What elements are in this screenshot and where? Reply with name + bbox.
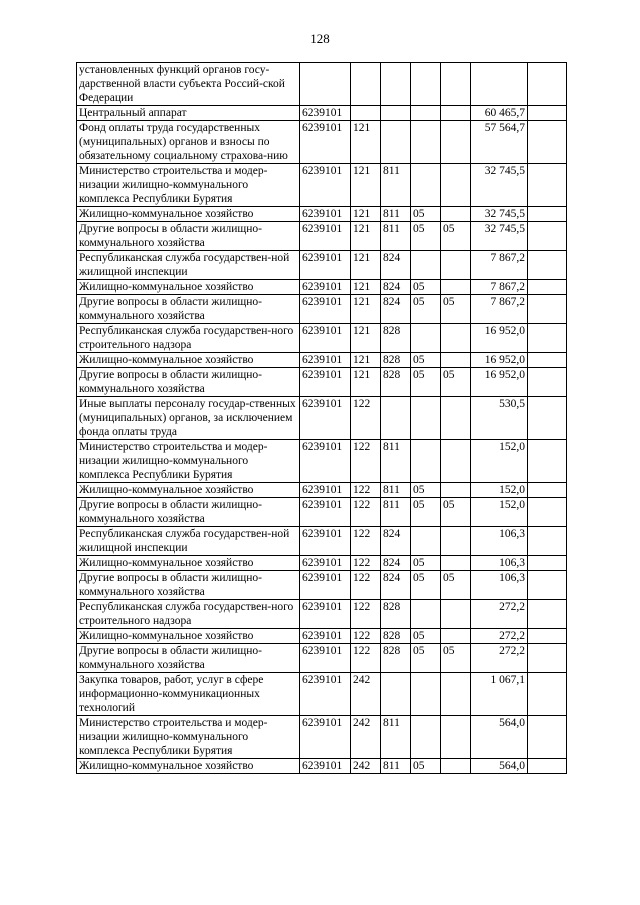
department-cell: 828	[381, 629, 411, 644]
amount-cell: 7 867,2	[471, 251, 528, 280]
table-row	[77, 629, 567, 644]
amount-cell: 272,2	[471, 644, 528, 673]
expense-type-cell	[351, 106, 381, 121]
table-body	[77, 63, 567, 774]
expense-type-cell: 122	[351, 483, 381, 498]
item-name-cell: Иные выплаты персоналу государ-ственных (муниципальных) органов, за исключением фонда оплаты труда	[77, 397, 300, 440]
subsection-cell	[441, 600, 471, 629]
department-cell: 824	[381, 251, 411, 280]
expense-type-cell: 122	[351, 498, 381, 527]
department-cell: 824	[381, 571, 411, 600]
subsection-cell	[441, 440, 471, 483]
empty-cell	[528, 251, 567, 280]
expense-type-cell: 122	[351, 571, 381, 600]
table-row	[77, 63, 567, 106]
expense-type-cell: 121	[351, 222, 381, 251]
table-row	[77, 251, 567, 280]
section-cell	[411, 251, 441, 280]
department-cell	[381, 63, 411, 106]
department-cell: 811	[381, 222, 411, 251]
department-cell: 824	[381, 295, 411, 324]
empty-cell	[528, 368, 567, 397]
expense-type-cell: 121	[351, 121, 381, 164]
section-cell	[411, 63, 441, 106]
empty-cell	[528, 571, 567, 600]
department-cell	[381, 121, 411, 164]
target-article-cell: 6239101	[300, 121, 351, 164]
empty-cell	[528, 106, 567, 121]
expense-type-cell: 121	[351, 368, 381, 397]
section-cell	[411, 440, 441, 483]
target-article-cell: 6239101	[300, 251, 351, 280]
subsection-cell	[441, 251, 471, 280]
target-article-cell: 6239101	[300, 498, 351, 527]
target-article-cell: 6239101	[300, 106, 351, 121]
subsection-cell	[441, 556, 471, 571]
target-article-cell: 6239101	[300, 440, 351, 483]
subsection-cell	[441, 483, 471, 498]
department-cell: 811	[381, 440, 411, 483]
empty-cell	[528, 759, 567, 774]
target-article-cell: 6239101	[300, 368, 351, 397]
empty-cell	[528, 498, 567, 527]
expense-type-cell: 121	[351, 207, 381, 222]
empty-cell	[528, 121, 567, 164]
subsection-cell	[441, 353, 471, 368]
expense-type-cell: 122	[351, 397, 381, 440]
expense-type-cell: 122	[351, 527, 381, 556]
expense-type-cell: 122	[351, 600, 381, 629]
table-row	[77, 673, 567, 716]
department-cell: 828	[381, 324, 411, 353]
section-cell	[411, 716, 441, 759]
target-article-cell: 6239101	[300, 644, 351, 673]
target-article-cell: 6239101	[300, 629, 351, 644]
item-name-cell: Министерство строительства и модер-низации жилищно-коммунального комплекса Республики Бурятия	[77, 440, 300, 483]
table-row	[77, 644, 567, 673]
section-cell: 05	[411, 222, 441, 251]
subsection-cell	[441, 207, 471, 222]
table-row	[77, 716, 567, 759]
department-cell: 828	[381, 368, 411, 397]
target-article-cell: 6239101	[300, 280, 351, 295]
table-row	[77, 164, 567, 207]
table-row	[77, 106, 567, 121]
section-cell	[411, 106, 441, 121]
empty-cell	[528, 600, 567, 629]
amount-cell: 152,0	[471, 498, 528, 527]
target-article-cell: 6239101	[300, 164, 351, 207]
section-cell: 05	[411, 571, 441, 600]
item-name-cell: Другие вопросы в области жилищно-коммунального хозяйства	[77, 295, 300, 324]
empty-cell	[528, 440, 567, 483]
expense-type-cell: 242	[351, 673, 381, 716]
empty-cell	[528, 629, 567, 644]
expense-type-cell: 122	[351, 440, 381, 483]
amount-cell	[471, 63, 528, 106]
target-article-cell: 6239101	[300, 397, 351, 440]
target-article-cell: 6239101	[300, 556, 351, 571]
item-name-cell: Другие вопросы в области жилищно-коммунального хозяйства	[77, 498, 300, 527]
table-row	[77, 556, 567, 571]
expense-type-cell	[351, 63, 381, 106]
amount-cell: 32 745,5	[471, 222, 528, 251]
empty-cell	[528, 280, 567, 295]
item-name-cell: Жилищно-коммунальное хозяйство	[77, 280, 300, 295]
expense-type-cell: 121	[351, 164, 381, 207]
amount-cell: 564,0	[471, 716, 528, 759]
amount-cell: 106,3	[471, 556, 528, 571]
department-cell: 824	[381, 527, 411, 556]
amount-cell: 152,0	[471, 483, 528, 498]
table-row	[77, 280, 567, 295]
item-name-cell: Министерство строительства и модер-низации жилищно-коммунального комплекса Республики Бурятия	[77, 716, 300, 759]
department-cell: 828	[381, 353, 411, 368]
amount-cell: 530,5	[471, 397, 528, 440]
department-cell: 811	[381, 498, 411, 527]
department-cell: 811	[381, 164, 411, 207]
subsection-cell	[441, 673, 471, 716]
subsection-cell: 05	[441, 222, 471, 251]
amount-cell: 16 952,0	[471, 353, 528, 368]
expense-type-cell: 122	[351, 556, 381, 571]
item-name-cell: Жилищно-коммунальное хозяйство	[77, 207, 300, 222]
section-cell: 05	[411, 759, 441, 774]
subsection-cell	[441, 106, 471, 121]
empty-cell	[528, 644, 567, 673]
subsection-cell	[441, 63, 471, 106]
table-row	[77, 368, 567, 397]
expense-type-cell: 121	[351, 324, 381, 353]
item-name-cell: Министерство строительства и модер-низации жилищно-коммунального комплекса Республики Бурятия	[77, 164, 300, 207]
section-cell	[411, 324, 441, 353]
section-cell: 05	[411, 644, 441, 673]
table-row	[77, 121, 567, 164]
item-name-cell: установленных функций органов госу-дарственной власти субъекта Россий-ской Федерации	[77, 63, 300, 106]
amount-cell: 272,2	[471, 629, 528, 644]
table-row	[77, 207, 567, 222]
item-name-cell: Жилищно-коммунальное хозяйство	[77, 759, 300, 774]
target-article-cell: 6239101	[300, 716, 351, 759]
table-row	[77, 440, 567, 483]
expense-type-cell: 121	[351, 295, 381, 324]
table-row	[77, 324, 567, 353]
table-row	[77, 600, 567, 629]
table-row	[77, 571, 567, 600]
section-cell	[411, 397, 441, 440]
empty-cell	[528, 527, 567, 556]
subsection-cell	[441, 397, 471, 440]
empty-cell	[528, 164, 567, 207]
amount-cell: 16 952,0	[471, 368, 528, 397]
department-cell: 811	[381, 207, 411, 222]
amount-cell: 16 952,0	[471, 324, 528, 353]
subsection-cell: 05	[441, 571, 471, 600]
amount-cell: 60 465,7	[471, 106, 528, 121]
item-name-cell: Другие вопросы в области жилищно-коммунального хозяйства	[77, 644, 300, 673]
table-row	[77, 397, 567, 440]
empty-cell	[528, 673, 567, 716]
item-name-cell: Центральный аппарат	[77, 106, 300, 121]
item-name-cell: Жилищно-коммунальное хозяйство	[77, 353, 300, 368]
expense-type-cell: 122	[351, 644, 381, 673]
section-cell	[411, 527, 441, 556]
department-cell	[381, 673, 411, 716]
section-cell: 05	[411, 353, 441, 368]
amount-cell: 7 867,2	[471, 280, 528, 295]
subsection-cell	[441, 121, 471, 164]
table-row	[77, 498, 567, 527]
item-name-cell: Жилищно-коммунальное хозяйство	[77, 629, 300, 644]
department-cell: 824	[381, 556, 411, 571]
empty-cell	[528, 483, 567, 498]
section-cell	[411, 600, 441, 629]
empty-cell	[528, 353, 567, 368]
expense-type-cell: 121	[351, 251, 381, 280]
table-row	[77, 527, 567, 556]
item-name-cell: Фонд оплаты труда государственных (муниципальных) органов и взносы по обязательному социальному страхова-нию	[77, 121, 300, 164]
section-cell: 05	[411, 498, 441, 527]
subsection-cell	[441, 759, 471, 774]
expense-type-cell: 242	[351, 759, 381, 774]
subsection-cell: 05	[441, 498, 471, 527]
target-article-cell	[300, 63, 351, 106]
target-article-cell: 6239101	[300, 207, 351, 222]
department-cell	[381, 106, 411, 121]
table-row	[77, 295, 567, 324]
target-article-cell: 6239101	[300, 483, 351, 498]
table-row	[77, 222, 567, 251]
section-cell	[411, 121, 441, 164]
table-row	[77, 483, 567, 498]
target-article-cell: 6239101	[300, 571, 351, 600]
department-cell: 811	[381, 483, 411, 498]
item-name-cell: Республиканская служба государствен-ного строительного надзора	[77, 600, 300, 629]
target-article-cell: 6239101	[300, 222, 351, 251]
item-name-cell: Республиканская служба государствен-ного строительного надзора	[77, 324, 300, 353]
section-cell: 05	[411, 629, 441, 644]
subsection-cell	[441, 280, 471, 295]
target-article-cell: 6239101	[300, 324, 351, 353]
amount-cell: 7 867,2	[471, 295, 528, 324]
subsection-cell	[441, 324, 471, 353]
item-name-cell: Жилищно-коммунальное хозяйство	[77, 483, 300, 498]
section-cell	[411, 673, 441, 716]
item-name-cell: Другие вопросы в области жилищно-коммунального хозяйства	[77, 571, 300, 600]
expense-type-cell: 121	[351, 353, 381, 368]
subsection-cell: 05	[441, 644, 471, 673]
target-article-cell: 6239101	[300, 527, 351, 556]
item-name-cell: Республиканская служба государствен-ной жилищной инспекции	[77, 527, 300, 556]
subsection-cell: 05	[441, 295, 471, 324]
empty-cell	[528, 716, 567, 759]
empty-cell	[528, 207, 567, 222]
item-name-cell: Другие вопросы в области жилищно-коммунального хозяйства	[77, 222, 300, 251]
section-cell: 05	[411, 483, 441, 498]
department-cell: 811	[381, 759, 411, 774]
empty-cell	[528, 397, 567, 440]
subsection-cell	[441, 629, 471, 644]
subsection-cell	[441, 716, 471, 759]
expense-type-cell: 242	[351, 716, 381, 759]
page-number: 128	[310, 31, 330, 46]
expense-type-cell: 121	[351, 280, 381, 295]
item-name-cell: Жилищно-коммунальное хозяйство	[77, 556, 300, 571]
table-row	[77, 759, 567, 774]
amount-cell: 564,0	[471, 759, 528, 774]
amount-cell: 57 564,7	[471, 121, 528, 164]
target-article-cell: 6239101	[300, 759, 351, 774]
section-cell: 05	[411, 295, 441, 324]
target-article-cell: 6239101	[300, 600, 351, 629]
department-cell: 811	[381, 716, 411, 759]
department-cell	[381, 397, 411, 440]
subsection-cell	[441, 527, 471, 556]
empty-cell	[528, 556, 567, 571]
section-cell	[411, 164, 441, 207]
section-cell: 05	[411, 556, 441, 571]
section-cell: 05	[411, 368, 441, 397]
amount-cell: 106,3	[471, 571, 528, 600]
empty-cell	[528, 63, 567, 106]
amount-cell: 1 067,1	[471, 673, 528, 716]
empty-cell	[528, 324, 567, 353]
amount-cell: 272,2	[471, 600, 528, 629]
amount-cell: 32 745,5	[471, 207, 528, 222]
item-name-cell: Республиканская служба государствен-ной жилищной инспекции	[77, 251, 300, 280]
empty-cell	[528, 222, 567, 251]
target-article-cell: 6239101	[300, 673, 351, 716]
table-row	[77, 353, 567, 368]
department-cell: 828	[381, 600, 411, 629]
subsection-cell	[441, 164, 471, 207]
amount-cell: 106,3	[471, 527, 528, 556]
target-article-cell: 6239101	[300, 295, 351, 324]
expense-type-cell: 122	[351, 629, 381, 644]
amount-cell: 32 745,5	[471, 164, 528, 207]
department-cell: 828	[381, 644, 411, 673]
section-cell: 05	[411, 207, 441, 222]
budget-table	[76, 62, 567, 774]
subsection-cell: 05	[441, 368, 471, 397]
item-name-cell: Закупка товаров, работ, услуг в сфере информационно-коммуникационных технологий	[77, 673, 300, 716]
department-cell: 824	[381, 280, 411, 295]
empty-cell	[528, 295, 567, 324]
amount-cell: 152,0	[471, 440, 528, 483]
section-cell: 05	[411, 280, 441, 295]
item-name-cell: Другие вопросы в области жилищно-коммунального хозяйства	[77, 368, 300, 397]
target-article-cell: 6239101	[300, 353, 351, 368]
